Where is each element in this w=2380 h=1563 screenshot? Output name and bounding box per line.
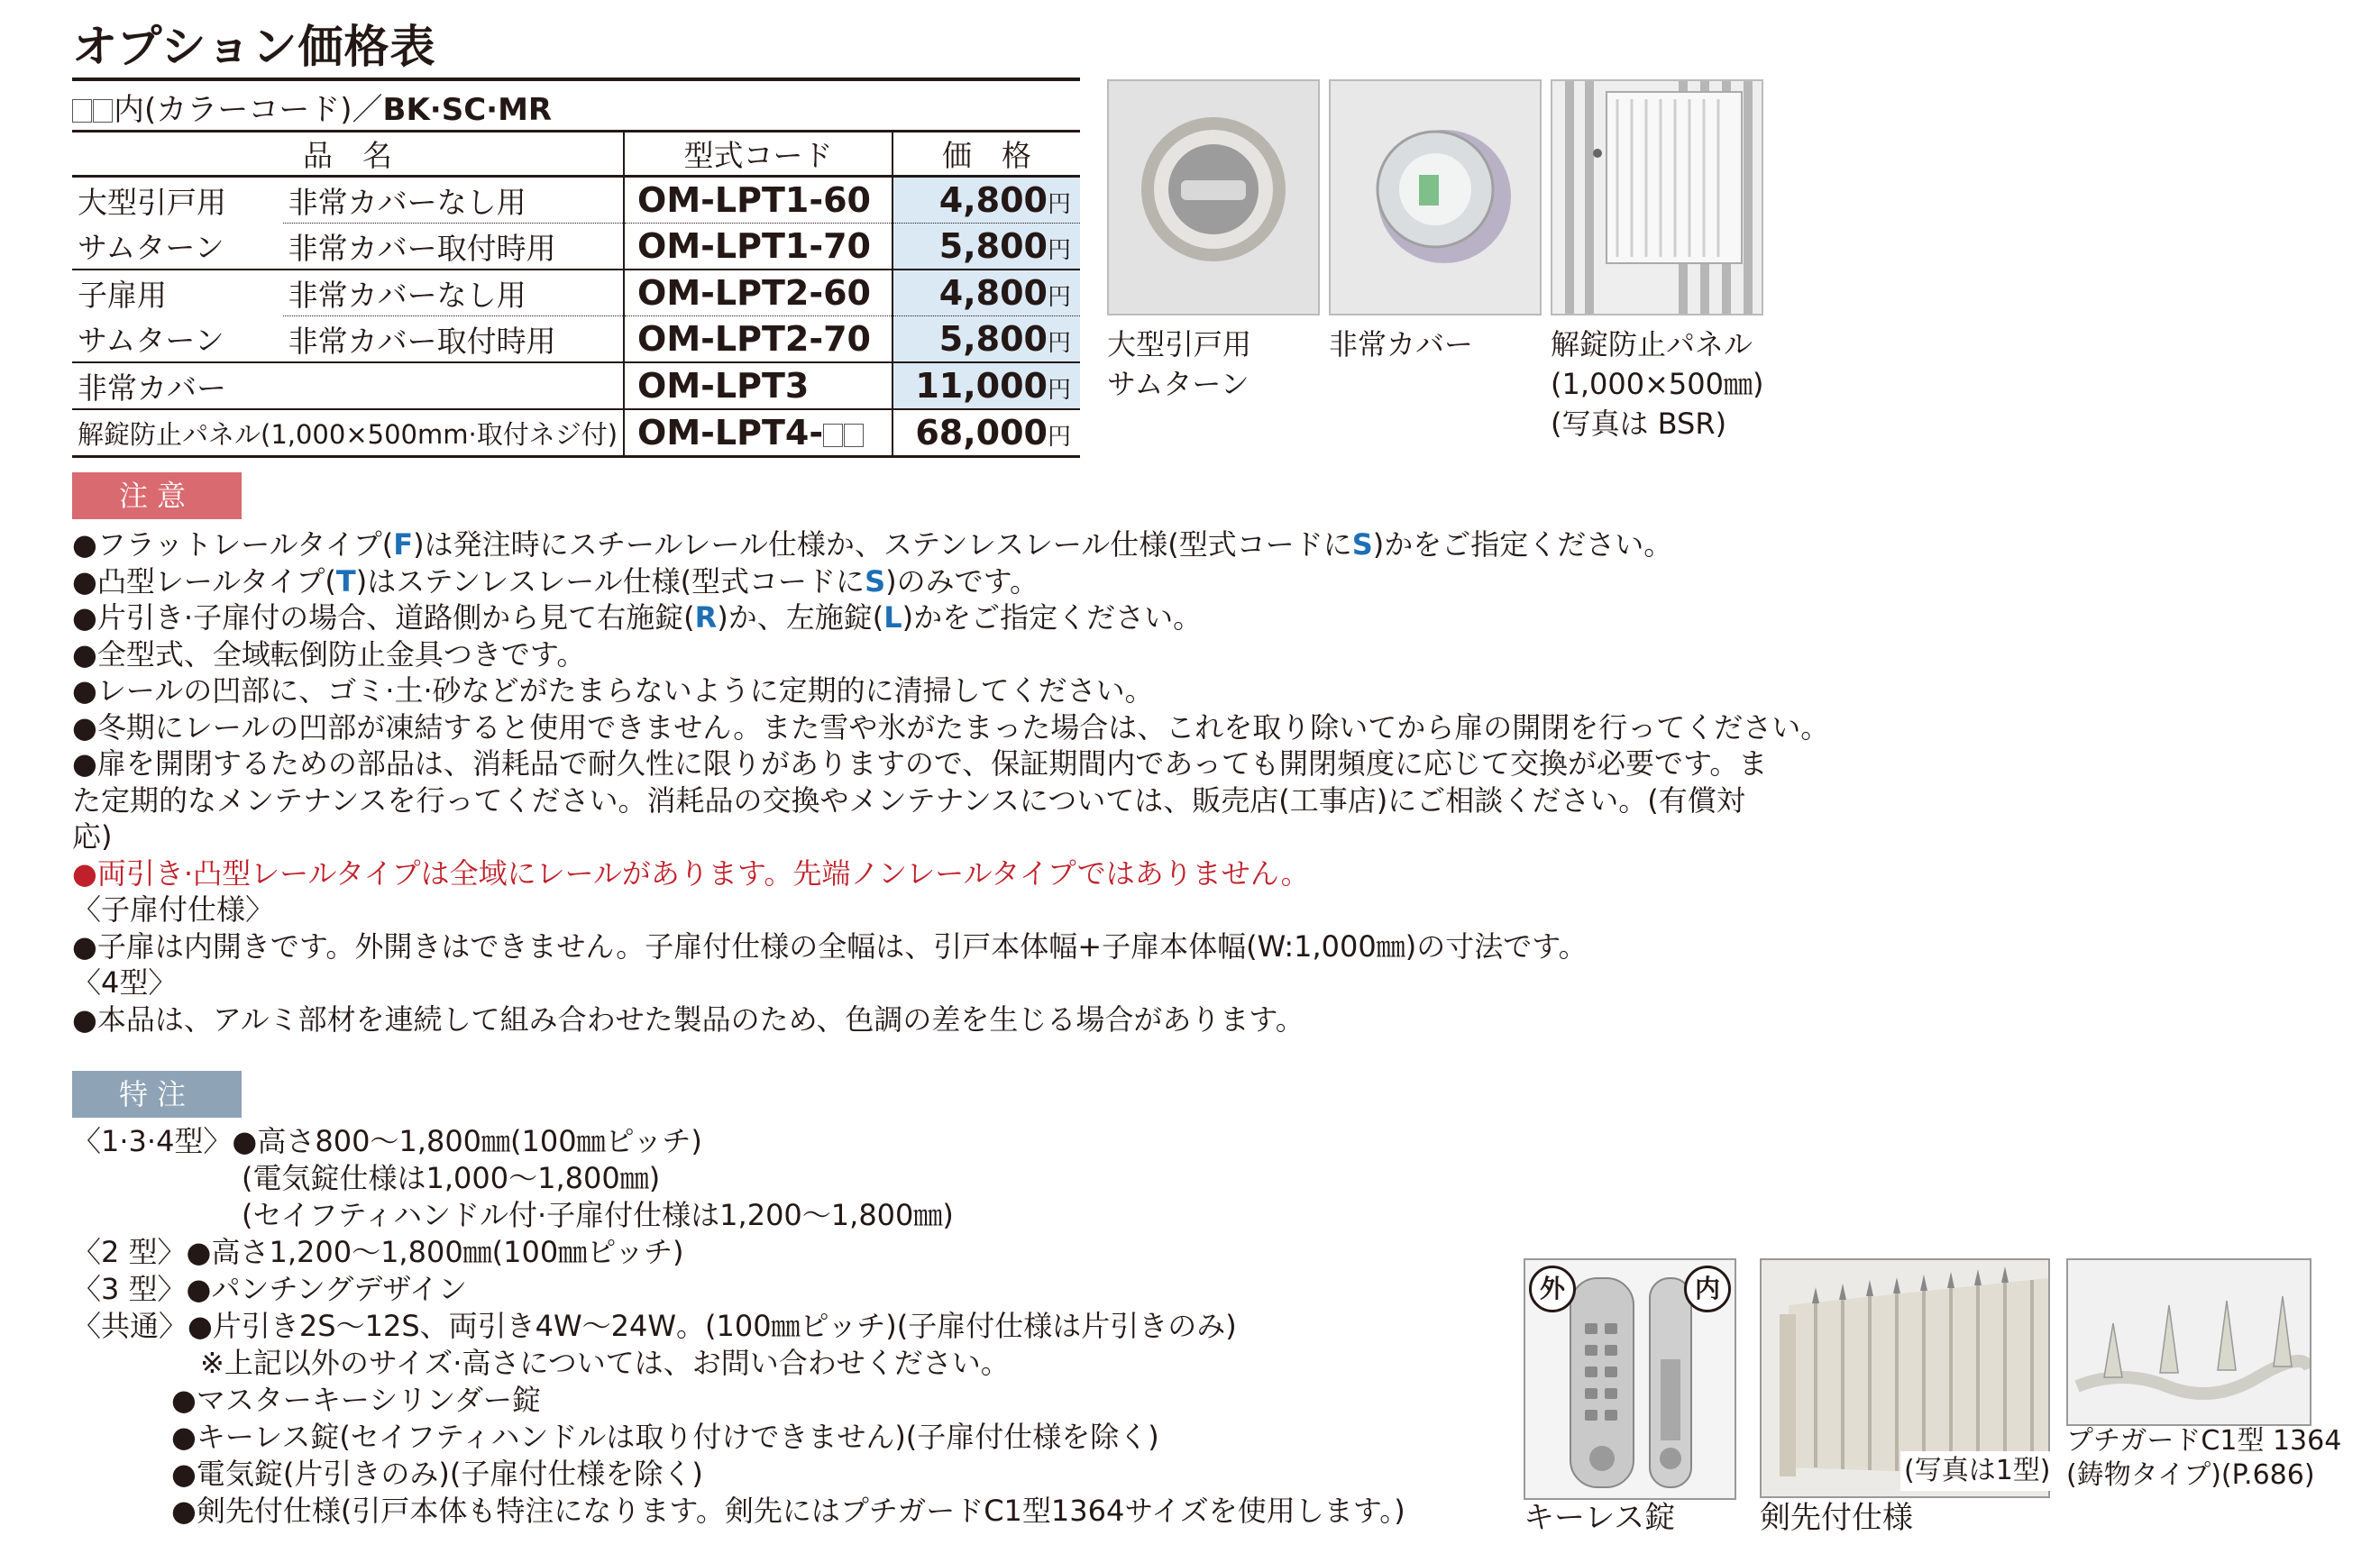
yen-unit: 円 — [1047, 191, 1071, 218]
title-rule — [72, 78, 1080, 81]
special-item: ●マスターキーシリンダー錠 — [171, 1383, 542, 1417]
color-code-note — [72, 85, 552, 129]
anti-unlock-panel-image — [1552, 81, 1762, 314]
note-text: )のみです。 — [885, 563, 1039, 599]
special-item: 〈3 型〉●パンチングデザイン — [72, 1272, 467, 1306]
price-value: 5,800 — [938, 226, 1048, 266]
note-text: ●凸型レールタイプ( — [72, 563, 336, 599]
table-row — [72, 316, 1080, 363]
caption-line: サムターン — [1107, 367, 1250, 401]
note-text: )かをご指定ください。 — [902, 600, 1203, 635]
special-item: 〈2 型〉●高さ1,200～1,800㎜(100㎜ピッチ) — [72, 1235, 684, 1269]
special-item: ●電気錠(片引きのみ)(子扉付仕様を除く) — [171, 1457, 703, 1491]
special-order-badge: 特注 — [72, 1071, 242, 1118]
special-item: (電気錠仕様は1,000～1,800㎜) — [242, 1161, 661, 1195]
placeholder-box — [823, 424, 843, 447]
yen-unit: 円 — [1047, 424, 1071, 451]
row-code: OM-LPT1-70 — [624, 224, 892, 270]
price-value: 5,800 — [938, 319, 1048, 359]
spike-gate-caption: 剣先付仕様 — [1760, 1500, 1913, 1536]
thumb-turn-photo — [1107, 79, 1320, 315]
row-group: 解錠防止パネル(1,000×500mm·取付ネジ付) — [72, 409, 624, 457]
keyless-lock-caption: キーレス錠 — [1524, 1500, 1676, 1536]
emergency-cover-image — [1331, 81, 1540, 314]
caption-line: 大型引戸用 — [1107, 327, 1252, 361]
note-item — [72, 563, 2308, 600]
anti-unlock-panel-caption — [1551, 324, 1763, 443]
note-item-warning: ●両引き·凸型レールタイプは全域にレールがあります。先端ノンレールタイプではありません。 — [72, 855, 1310, 891]
table-row — [72, 177, 1080, 224]
special-item: 〈共通〉●片引き2S～12S、両引き4W～24W。(100㎜ピッチ)(子扉付仕様は片引きのみ) — [72, 1309, 1237, 1343]
petit-guard-photo — [2066, 1258, 2311, 1426]
special-item: (セイフティハンドル付·子扉付仕様は1,200～1,800㎜) — [242, 1198, 954, 1232]
special-item: ※上記以外のサイズ·高さについては、お問い合わせください。 — [200, 1346, 1010, 1380]
note-text: ●フラットレールタイプ( — [72, 527, 394, 562]
row-code: OM-LPT3 — [624, 362, 892, 409]
note-item: ●子扉は内開きです。外開きはできません。子扉付仕様の全幅は、引戸本体幅+子扉本体幅(W:1,000㎜)の寸法です。 — [72, 928, 1588, 964]
caption-line: (鋳物タイプ)(P.686) — [2066, 1459, 2315, 1491]
row-group: サムターン — [72, 316, 283, 363]
row-sub: 非常カバーなし用 — [283, 177, 624, 224]
note-item: ●本品は、アルミ部材を連続して組み合わせた製品のため、色調の差を生じる場合があります。 — [72, 1001, 1304, 1037]
table-row — [72, 362, 1080, 409]
header-code: 型式コード — [624, 132, 892, 177]
row-sub: 非常カバー取付時用 — [283, 316, 624, 363]
price-value: 4,800 — [938, 180, 1048, 220]
yen-unit: 円 — [1047, 284, 1071, 311]
row-code: OM-LPT1-60 — [624, 177, 892, 224]
caption-line: プチガードC1型 1364 — [2066, 1425, 2342, 1457]
note-item: ●冬期にレールの凹部が凍結すると使用できません。また雪や氷がたまった場合は、これを取り除いてから扉の開閉を行ってください。 — [72, 709, 1830, 745]
row-code — [624, 409, 892, 457]
note-text: )か、左施錠( — [717, 600, 884, 635]
note-code: S — [865, 563, 886, 599]
outside-label-badge: 外 — [1529, 1266, 1576, 1312]
row-price — [892, 316, 1080, 363]
yen-unit: 円 — [1047, 237, 1071, 264]
page-title: オプション価格表 — [72, 21, 436, 73]
caption-line: (1,000×500㎜) — [1551, 367, 1764, 401]
placeholder-box — [93, 99, 113, 123]
note-item — [72, 526, 2308, 563]
caution-badge: 注意 — [72, 472, 242, 519]
row-sub: 非常カバー取付時用 — [283, 224, 624, 270]
row-code: OM-LPT2-60 — [624, 270, 892, 316]
note-item: ●全型式、全域転倒防止金具つきです。 — [72, 636, 586, 672]
row-sub: 非常カバーなし用 — [283, 270, 624, 316]
row-code: OM-LPT2-70 — [624, 316, 892, 363]
row-price — [892, 224, 1080, 270]
special-item: ●剣先付仕様(引戸本体も特注になります。剣先にはプチガードC1型1364サイズを使用します。) — [171, 1494, 1405, 1528]
placeholder-box — [844, 424, 864, 447]
note-text: )かをご指定ください。 — [1372, 527, 1673, 562]
note-text: )は発注時にスチールレール仕様か、ステンレスレール仕様(型式コードに — [413, 527, 1352, 562]
table-row — [72, 224, 1080, 270]
row-group: 大型引戸用 — [78, 184, 226, 220]
note-item: ●レールの凹部に、ゴミ·土·砂などがたまらないように定期的に清掃してください。 — [72, 673, 1154, 708]
caption-line: 解錠防止パネル — [1551, 327, 1753, 361]
note-text: ●片引き·子扉付の場合、道路側から見て右施錠( — [72, 600, 695, 635]
special-item: ●キーレス錠(セイフティハンドルは取り付けできません)(子扉付仕様を除く) — [171, 1420, 1159, 1454]
note-subheading: 〈子扉付仕様〉 — [72, 892, 275, 927]
yen-unit: 円 — [1047, 377, 1071, 404]
thumb-turn-image — [1109, 81, 1318, 314]
note-subheading: 〈4型〉 — [72, 965, 178, 1000]
option-price-table — [72, 130, 1080, 458]
note-code: T — [335, 563, 356, 599]
spike-photo-note: (写真は1型) — [1900, 1451, 2055, 1491]
color-note-prefix: 内(カラーコード)／ — [114, 92, 383, 128]
caption-line: (写真は BSR) — [1551, 407, 1727, 441]
row-group: 非常カバー — [72, 362, 624, 409]
row-price — [892, 270, 1080, 316]
note-code: L — [883, 600, 902, 635]
note-item: ●扉を開閉するための部品は、消耗品で耐久性に限りがありますので、保証期間内であっても開閉頻度に応じて交換が必要です。また定期的なメンテナンスを行ってください。消耗品の交換やメンテナンスについては、販売店(工事店)にご相談ください。(有償対応) — [72, 746, 1768, 854]
table-row — [72, 409, 1080, 457]
special-item: 〈1·3·4型〉●高さ800～1,800㎜(100㎜ピッチ) — [72, 1124, 702, 1158]
petit-guard-caption — [2066, 1424, 2341, 1493]
yen-unit: 円 — [1047, 330, 1071, 357]
note-text: )はステンレスレール仕様(型式コードに — [355, 563, 865, 599]
table-row — [72, 270, 1080, 316]
anti-unlock-panel-photo — [1551, 79, 1763, 315]
color-codes: BK·SC·MR — [382, 92, 553, 128]
header-name: 品 名 — [72, 132, 624, 177]
emergency-cover-caption: 非常カバー — [1329, 327, 1474, 361]
row-price — [892, 177, 1080, 224]
note-item — [72, 599, 2308, 636]
row-group: 子扉用 — [78, 277, 167, 313]
thumb-turn-caption — [1107, 324, 1251, 404]
placeholder-box — [72, 99, 92, 123]
price-value: 68,000 — [915, 413, 1048, 452]
row-price — [892, 409, 1080, 457]
table-header-row — [72, 132, 1080, 177]
row-price — [892, 362, 1080, 409]
code-value: OM-LPT4- — [637, 413, 824, 452]
emergency-cover-photo — [1329, 79, 1542, 315]
note-code: F — [393, 527, 414, 562]
price-value: 11,000 — [915, 366, 1048, 406]
price-value: 4,800 — [938, 273, 1048, 313]
inside-label-badge: 内 — [1684, 1266, 1731, 1312]
row-group: サムターン — [72, 224, 283, 270]
note-code: R — [694, 600, 718, 635]
note-code: S — [1351, 527, 1373, 562]
header-price: 価 格 — [892, 132, 1080, 177]
caution-notes — [72, 526, 2308, 1037]
petit-guard-image — [2068, 1260, 2310, 1424]
